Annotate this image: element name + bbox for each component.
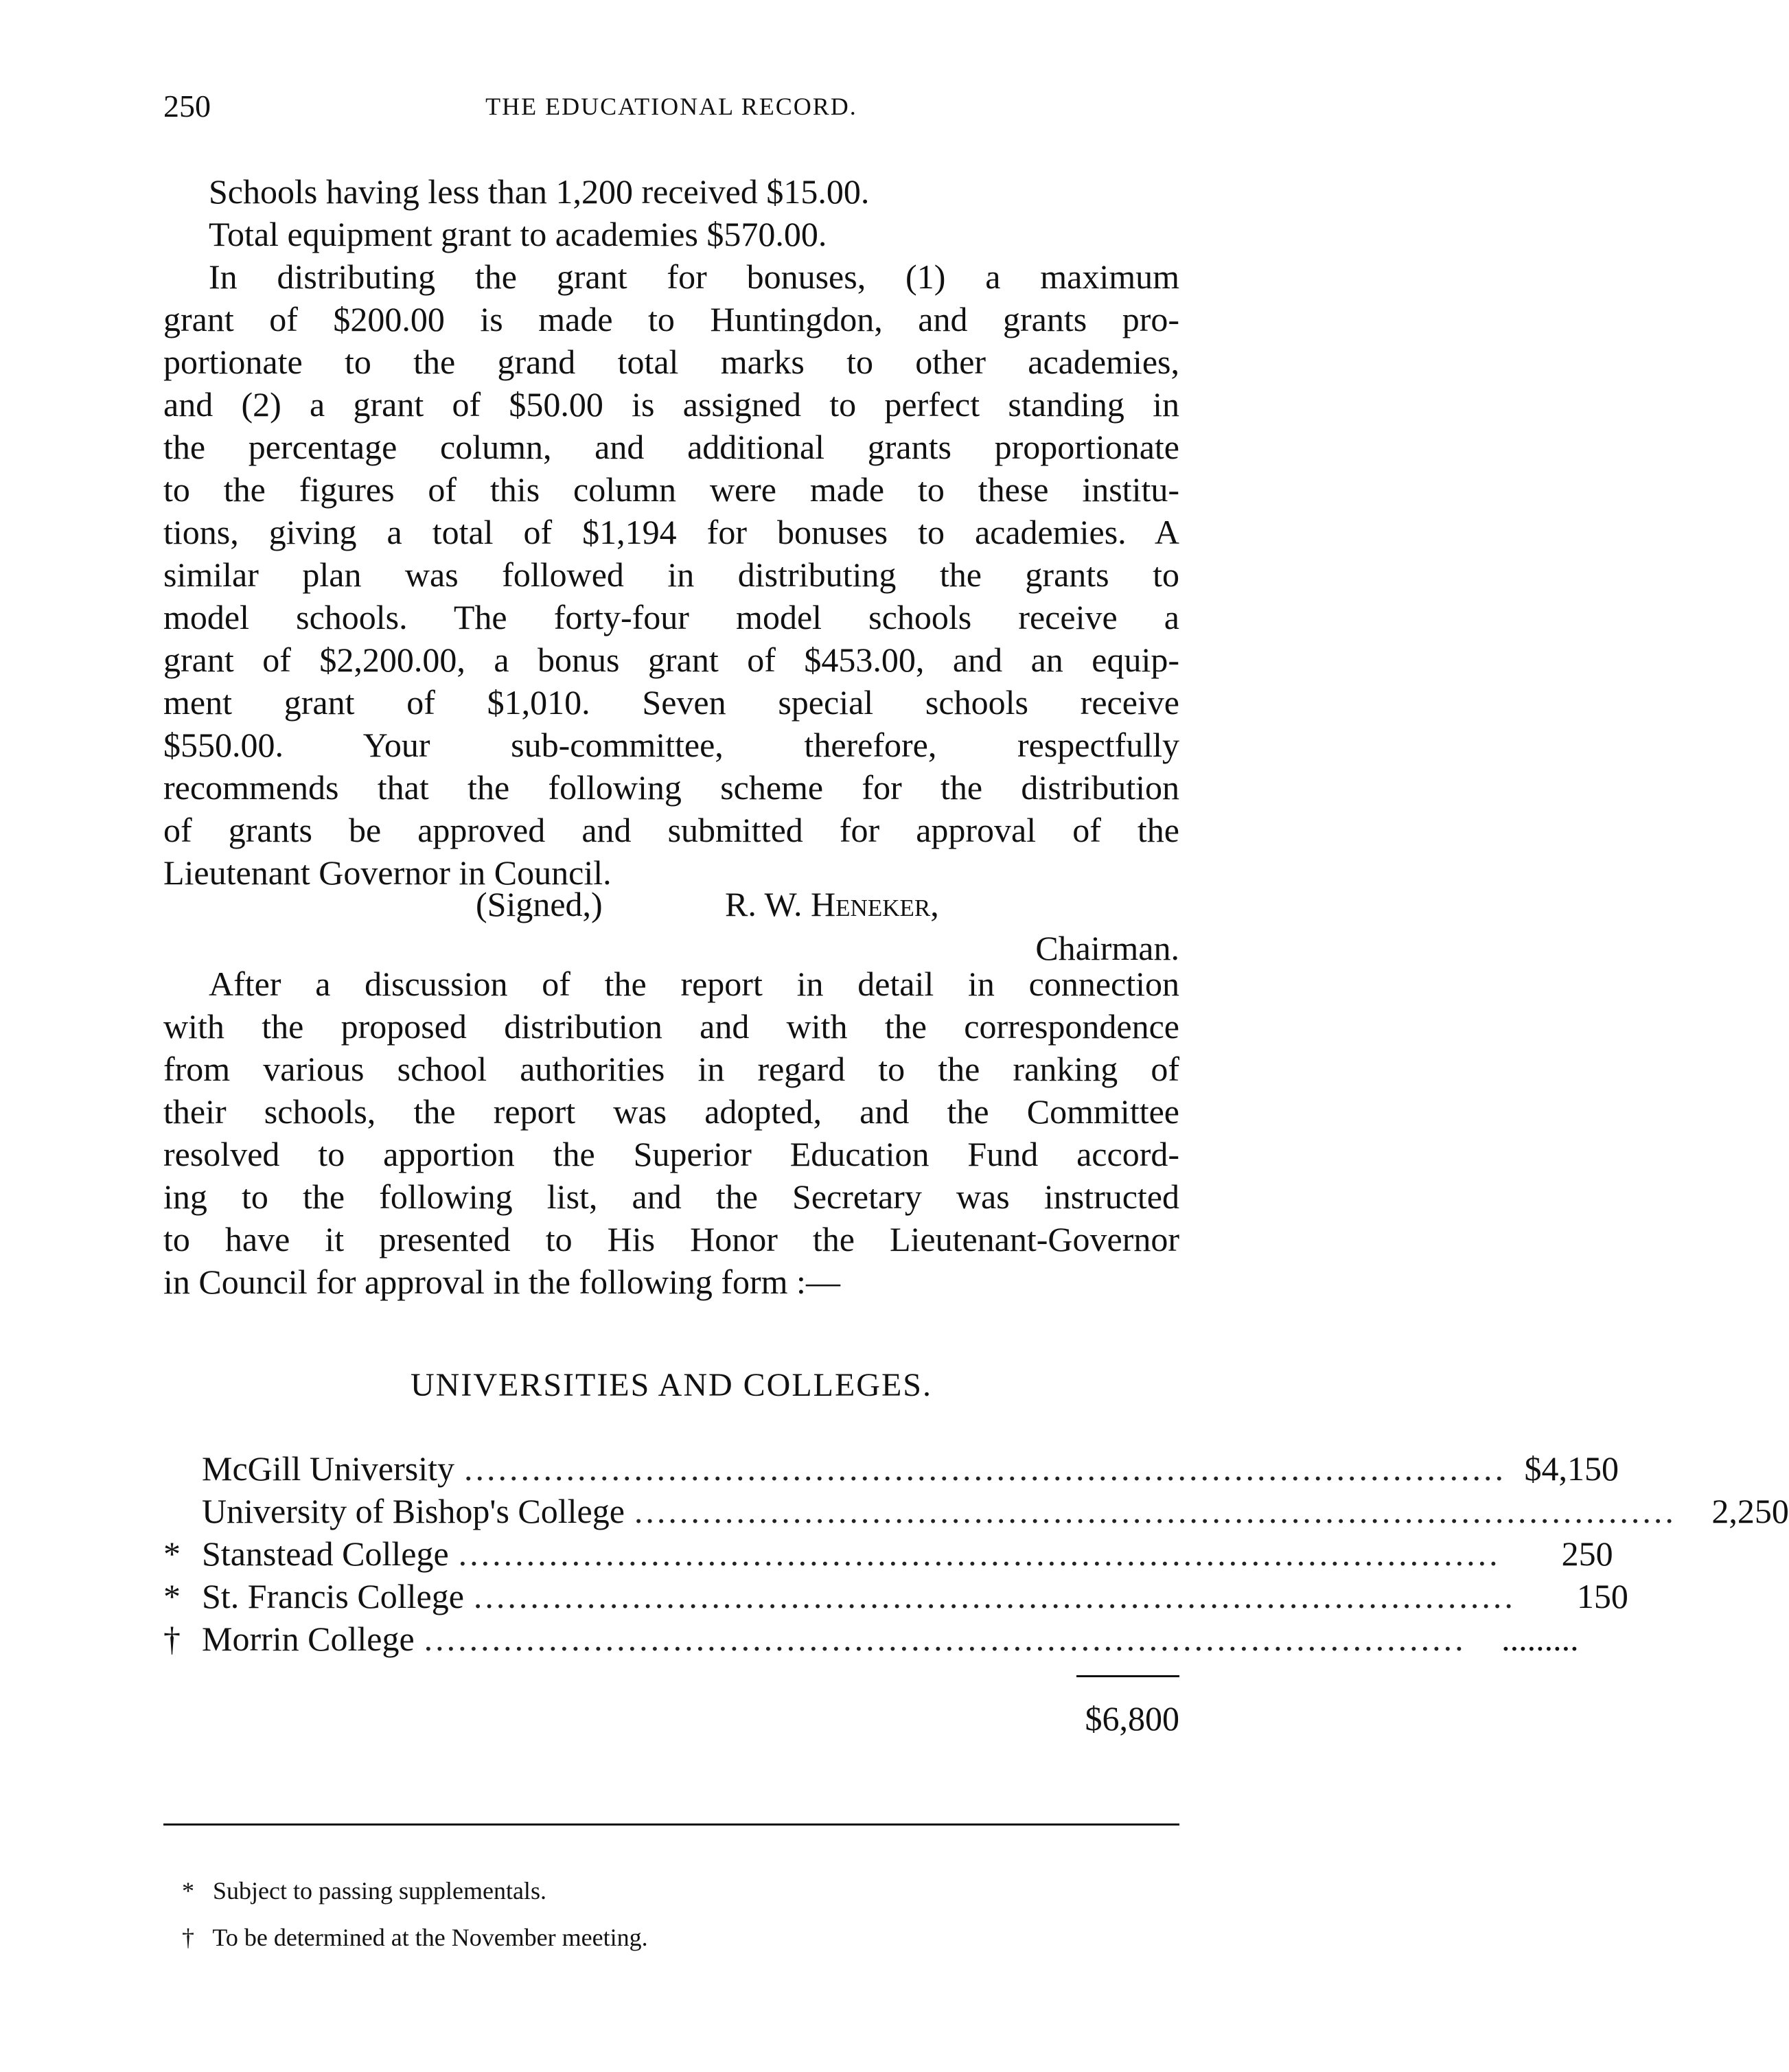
text-line: similar plan was followed in distributing the grants to <box>163 555 1179 594</box>
table-row <box>163 1449 1619 1491</box>
footnote-marker: * <box>163 1577 181 1615</box>
page-number: 250 <box>163 89 211 124</box>
footnote-text: Subject to passing supplementals. <box>213 1877 546 1904</box>
text-line: grant of $200.00 is made to Huntingdon, and grants pro- <box>163 300 1179 338</box>
text-line: grant of $2,200.00, a bonus grant of $453.00, and an equip- <box>163 641 1179 679</box>
text-line: from various school authorities in regard to the ranking of <box>163 1050 1179 1088</box>
signed-label: (Signed,) <box>476 885 603 923</box>
signer-name: R. W. Heneker, <box>725 885 939 923</box>
table-row <box>163 1491 1789 1534</box>
leader-dots: ............................................................................................ <box>634 1492 1676 1530</box>
text-line: the percentage column, and additional grants proportionate <box>163 428 1179 466</box>
grant-amount: ......... <box>1501 1620 1579 1658</box>
text-line: with the proposed distribution and with the correspondence <box>163 1007 1179 1046</box>
text-line: Lieutenant Governor in Council. <box>163 853 612 892</box>
text-line: to have it presented to His Honor the Lieutenant-Governor <box>163 1220 1179 1258</box>
footnote-marker: * <box>182 1877 194 1904</box>
footnote <box>182 1867 1157 1914</box>
text-line: $550.00. Your sub-committee, therefore, respectfully <box>163 726 1179 764</box>
text-line: In distributing the grant for bonuses, (1) a maximum <box>209 257 1179 296</box>
grant-amount: $4,150 <box>1524 1449 1619 1488</box>
leader-dots: ............................................................................................ <box>424 1620 1466 1658</box>
signer-title: Chairman. <box>1035 929 1179 967</box>
footnote-text: To be determined at the November meeting. <box>212 1924 648 1951</box>
institution-name: McGill University <box>202 1449 455 1488</box>
institution-name: University of Bishop's College <box>202 1492 625 1530</box>
footnotes <box>182 1867 1157 1961</box>
table-row <box>163 1576 1628 1619</box>
text-line: tions, giving a total of $1,194 for bonuses to academies. A <box>163 513 1179 551</box>
text-line: Schools having less than 1,200 received $15.00. <box>209 172 870 211</box>
footnote-marker: † <box>182 1924 194 1951</box>
text-line: recommends that the following scheme for the distribution <box>163 768 1179 807</box>
running-title: THE EDUCATIONAL RECORD. <box>485 93 857 120</box>
text-line: their schools, the report was adopted, and the Committee <box>163 1092 1179 1131</box>
signature-line <box>163 884 1179 927</box>
grants-total: $6,800 <box>1085 1699 1179 1738</box>
footnote-marker: † <box>163 1620 181 1658</box>
text-line: ing to the following list, and the Secretary was instructed <box>163 1177 1179 1216</box>
text-line: ment grant of $1,010. Seven special schools receive <box>163 683 1179 722</box>
text-line: portionate to the grand total marks to other academies, <box>163 343 1179 381</box>
footnote-marker: * <box>163 1534 181 1573</box>
institution-name: Morrin College <box>202 1620 415 1658</box>
footnote-divider <box>163 1823 1179 1826</box>
section-heading: UNIVERSITIES AND COLLEGES. <box>411 1367 932 1403</box>
institution-name: Stanstead College <box>202 1534 449 1573</box>
grant-amount: 250 <box>1561 1534 1613 1573</box>
paragraph-report-text <box>163 170 1179 894</box>
text-line: resolved to apportion the Superior Education Fund accord- <box>163 1135 1179 1173</box>
text-line: in Council for approval in the following form :— <box>163 1263 840 1301</box>
grant-amount: 150 <box>1576 1577 1628 1615</box>
paragraph-committee-resolution <box>163 963 1179 1303</box>
footnote <box>182 1914 1157 1961</box>
leader-dots: ............................................................................................ <box>473 1577 1516 1615</box>
table-row <box>163 1619 1579 1661</box>
text-line: model schools. The forty-four model schools receive a <box>163 598 1179 636</box>
grant-amount: 2,250 <box>1711 1492 1789 1530</box>
page-header <box>163 88 1179 129</box>
total-rule <box>1076 1675 1179 1677</box>
text-line: to the figures of this column were made to these institu- <box>163 470 1179 509</box>
institution-name: St. Francis College <box>202 1577 464 1615</box>
text-line: and (2) a grant of $50.00 is assigned to perfect standing in <box>163 385 1179 424</box>
text-line: Total equipment grant to academies $570.00. <box>209 215 827 253</box>
text-line: of grants be approved and submitted for approval of the <box>163 811 1179 849</box>
grants-table <box>163 1449 1789 1661</box>
table-row <box>163 1534 1613 1576</box>
leader-dots: ............................................................................................ <box>464 1449 1507 1488</box>
text-line: After a discussion of the report in detail in connection <box>209 965 1179 1003</box>
leader-dots: ............................................................................................ <box>458 1534 1501 1573</box>
